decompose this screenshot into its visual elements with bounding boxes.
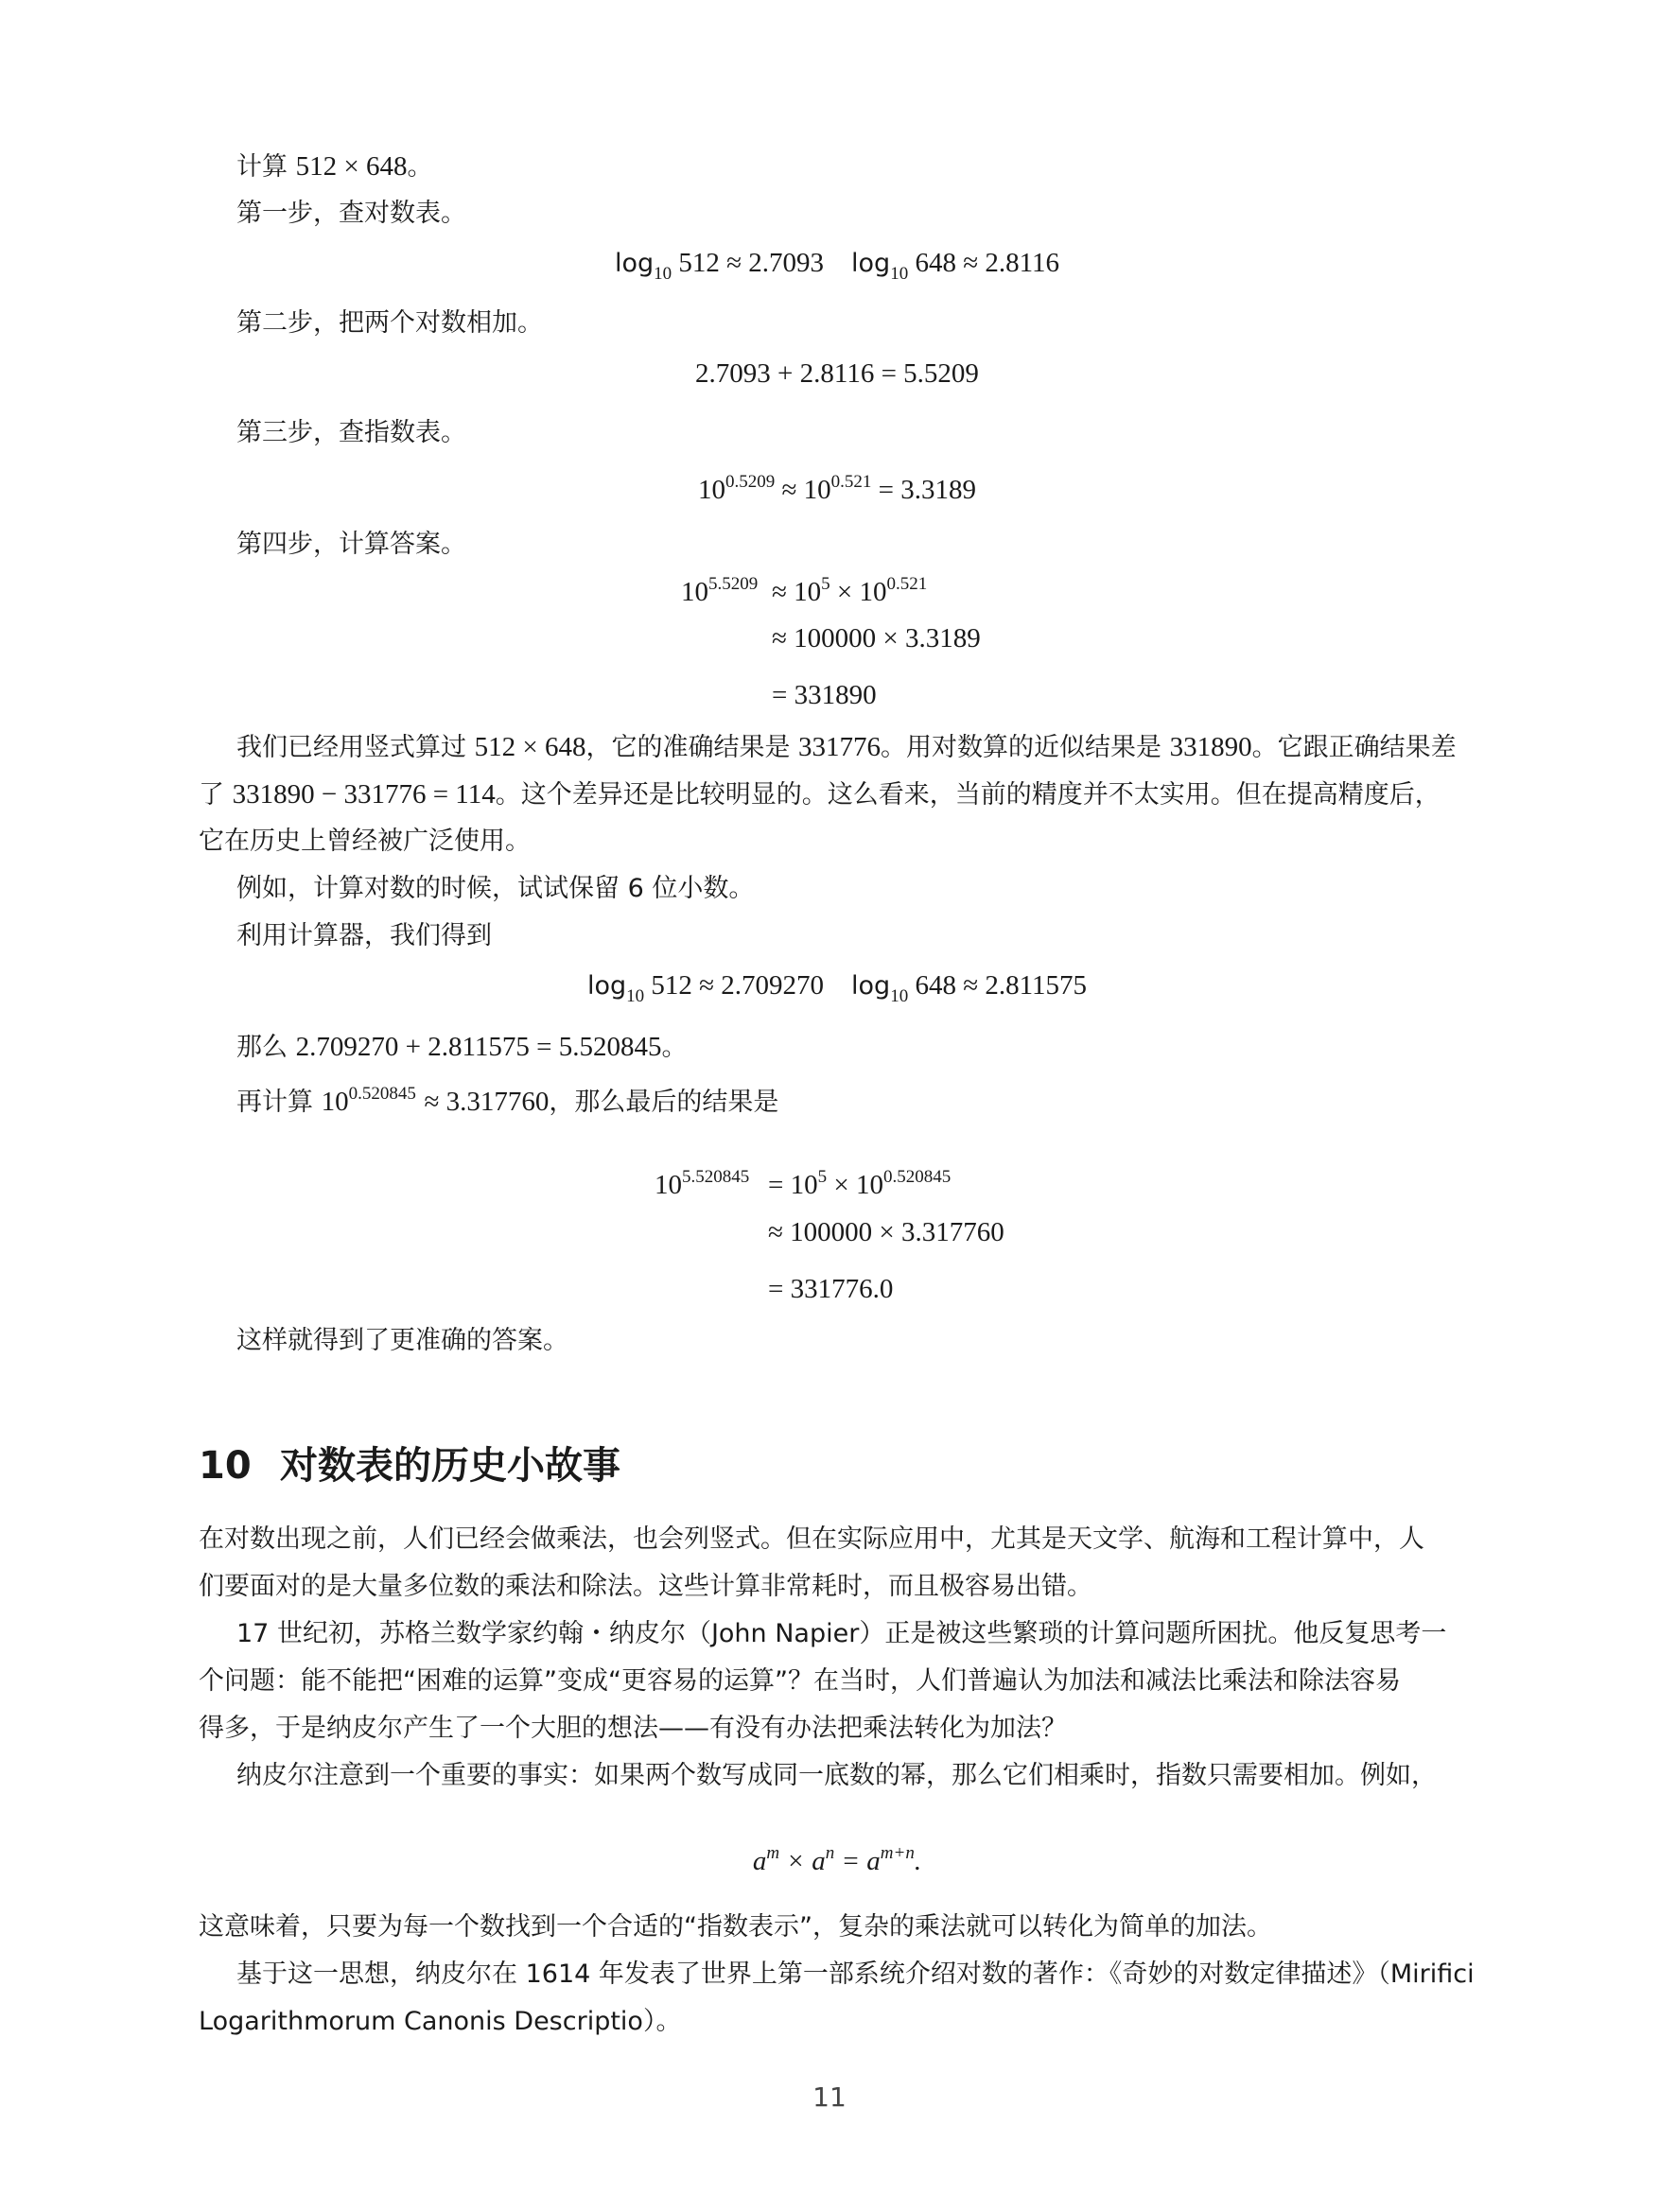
- row-text: = 10: [768, 1170, 818, 1200]
- equation-log-lookup: [199, 244, 1476, 293]
- exp-result: = 3.3189: [871, 475, 977, 505]
- math: × a: [779, 1846, 826, 1876]
- step4-text: 第四步，计算答案。: [236, 530, 466, 559]
- exp-power: m: [766, 1843, 780, 1863]
- exp-power: m+n: [880, 1843, 915, 1863]
- text: ，那么最后的结果是: [549, 1088, 779, 1117]
- log-val-b: ≈ 2.8116: [963, 248, 1060, 278]
- story-p4: 这意味着，只要为每一个数找到一个合适的“指数表示”，复杂的乘法就可以转化为简单的加法。: [199, 1912, 1272, 1942]
- log-arg-b: 648: [915, 248, 956, 278]
- exp-mid: ≈ 10: [775, 475, 831, 505]
- step3-text: 第三步，查指数表。: [236, 418, 466, 447]
- paragraph-conclusion: 这样就得到了更准确的答案。: [236, 1326, 568, 1355]
- log-word: log: [586, 971, 627, 1001]
- log-word: log: [614, 249, 655, 278]
- section-number: 10: [199, 1444, 252, 1488]
- step2-text: 第二步，把两个对数相加。: [236, 308, 543, 338]
- exp-power: 0.521: [886, 574, 928, 594]
- math: 512 × 648: [474, 732, 586, 762]
- log-base: 10: [890, 264, 909, 284]
- equation-answer-row2: ≈ 100000 × 3.3189: [772, 623, 981, 653]
- equation-answer-lhs: [681, 566, 758, 611]
- exp-base: 10: [697, 475, 725, 505]
- log-val-a: ≈ 2.7093: [726, 248, 825, 278]
- log-arg-b: 648: [915, 970, 956, 1001]
- equation-log-precise: [199, 967, 1476, 1016]
- math: 2.709270 + 2.811575 = 5.520845: [295, 1032, 662, 1062]
- text: 了: [199, 780, 224, 810]
- page-number: 11: [812, 2081, 847, 2113]
- story-p2-line2: 个问题：能不能把“困难的运算”变成“更容易的运算”？在当时，人们普遍认为加法和减法比乘法和除法容易: [199, 1666, 1401, 1696]
- story-p1-line1: 在对数出现之前，人们已经会做乘法，也会列竖式。但在实际应用中，尤其是天文学、航海和工程计算中，人: [199, 1524, 1424, 1554]
- story-p3: 纳皮尔注意到一个重要的事实：如果两个数写成同一底数的幂，那么它们相乘时，指数只需要相加。例如，: [236, 1761, 1437, 1790]
- intro-text: 计算: [236, 152, 288, 182]
- exp-power: 5: [817, 1167, 828, 1187]
- intro-line: [236, 148, 1513, 186]
- log-val-a: ≈ 2.709270: [699, 970, 825, 1001]
- equation-final-row1: [768, 1158, 951, 1204]
- section-heading: [199, 1437, 620, 1494]
- paragraph-comparison-line1: [236, 728, 1513, 767]
- text: 再计算: [236, 1088, 313, 1117]
- exp-power: 0.521: [830, 472, 872, 492]
- text: ，它的准确结果是: [585, 733, 791, 762]
- log-base: 10: [626, 986, 645, 1006]
- exp-power: 5.520845: [682, 1167, 750, 1187]
- log-arg-a: 512: [651, 970, 692, 1001]
- equation-power-rule: [199, 1835, 1476, 1880]
- log-arg-a: 512: [678, 248, 720, 278]
- math: 331890 − 331776 = 114: [232, 779, 496, 810]
- log-base: 10: [654, 264, 672, 284]
- story-p1-line2: 们要面对的是大量多位数的乘法和除法。这些计算非常耗时，而且极容易出错。: [199, 1572, 1092, 1601]
- math: .: [914, 1846, 922, 1876]
- paragraph-exp-precise: [236, 1075, 1513, 1122]
- text: 。它跟正确结果差: [1251, 733, 1457, 762]
- text: 我们已经用竖式算过: [236, 733, 466, 762]
- log-val-b: ≈ 2.811575: [963, 970, 1088, 1001]
- math: 331890: [1169, 732, 1252, 762]
- exp-power: 5: [821, 574, 830, 594]
- text: 。用对数算的近似结果是: [881, 733, 1162, 762]
- text: 。: [661, 1033, 688, 1062]
- section-title: 对数表的历史小故事: [280, 1444, 620, 1488]
- equation-answer-row3: = 331890: [772, 680, 877, 710]
- story-p5-line2: Logarithmorum Canonis Descriptio）。: [199, 2007, 682, 2036]
- log-word: log: [851, 971, 891, 1001]
- step1-text: 第一步，查对数表。: [236, 199, 466, 228]
- math: 10: [321, 1087, 349, 1117]
- exp-power: 0.520845: [882, 1167, 952, 1187]
- row-text: × 10: [827, 1170, 883, 1200]
- intro-math: 512 × 648: [295, 151, 408, 182]
- exp-power: 0.5209: [725, 472, 776, 492]
- story-p2-line3: 得多，于是纳皮尔产生了一个大胆的想法——有没有办法把乘法转化为加法？: [199, 1714, 1067, 1743]
- equation-sum: 2.7093 + 2.8116 = 5.5209: [695, 358, 979, 389]
- log-word: log: [851, 249, 891, 278]
- paragraph-comparison-line2: [199, 775, 1476, 814]
- exp-base: 10: [655, 1170, 682, 1200]
- exp-power: 5.5209: [708, 574, 759, 594]
- exp-base: 10: [681, 577, 708, 607]
- story-p2-line1: 17 世纪初，苏格兰数学家约翰・纳皮尔（John Napier）正是被这些繁琐的计算问题所困扰。他反复思考一: [236, 1619, 1447, 1648]
- paragraph-calculator: 利用计算器，我们得到: [236, 921, 492, 950]
- paragraph-comparison-line3: 它在历史上曾经被广泛使用。: [199, 827, 531, 856]
- math: = a: [834, 1846, 881, 1876]
- math: a: [752, 1846, 767, 1876]
- math: 331776: [798, 732, 882, 762]
- story-p5-line1: 基于这一思想，纳皮尔在 1614 年发表了世界上第一部系统介绍对数的著作：《奇妙的对数定律描述》（Mirifici: [236, 1959, 1475, 1989]
- intro-suffix: 。: [407, 152, 433, 182]
- exp-power: n: [825, 1843, 835, 1863]
- row-text: × 10: [830, 577, 887, 607]
- equation-final-row3: = 331776.0: [768, 1274, 894, 1304]
- paragraph-precision: 例如，计算对数的时候，试试保留 6 位小数。: [236, 874, 755, 903]
- equation-final-row2: ≈ 100000 × 3.317760: [768, 1217, 1004, 1247]
- log-base: 10: [890, 986, 909, 1006]
- equation-exp-lookup: [199, 463, 1476, 509]
- text: 那么: [236, 1033, 288, 1062]
- exp-power: 0.520845: [348, 1084, 416, 1104]
- paragraph-sum-precise: [236, 1028, 1513, 1067]
- text: 。这个差异还是比较明显的。这么看来，当前的精度并不太实用。但在提高精度后，: [495, 780, 1441, 810]
- equation-final-lhs: [655, 1158, 749, 1204]
- math: ≈ 3.317760: [424, 1087, 550, 1117]
- equation-answer-row1: [772, 566, 927, 611]
- row-text: ≈ 10: [772, 577, 822, 607]
